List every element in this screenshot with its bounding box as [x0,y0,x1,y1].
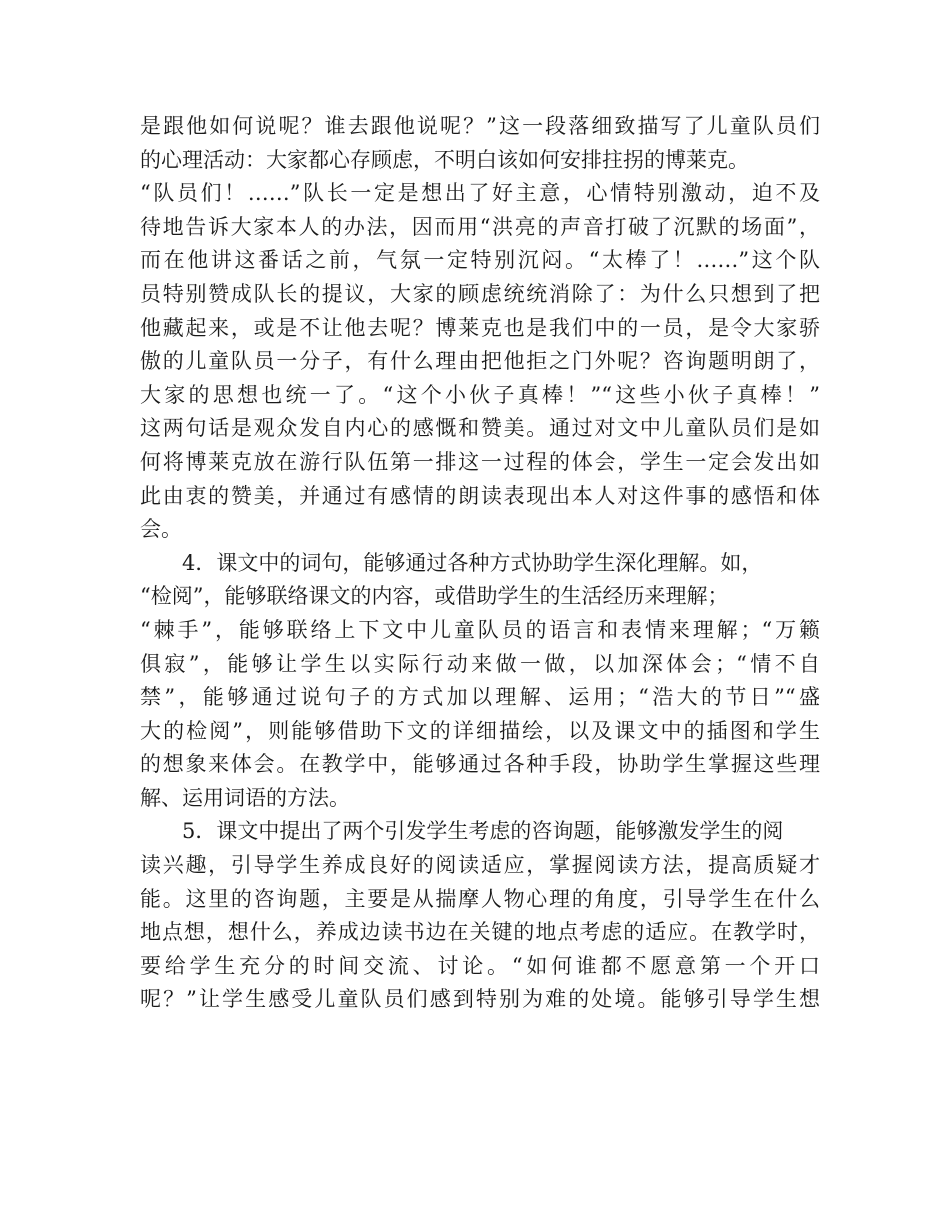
text-line: 地点想，想什么，养成边读书边在关键的地点考虑的适应。在教学时， [140,920,820,945]
text-line: 大家的思想也统一了。“这个小伙子真棒！”“这些小伙子真棒！” [140,382,820,407]
text-line: 大的检阅”，则能够借助下文的详细描绘，以及课文中的插图和学生 [140,718,820,743]
text-line: 他藏起来，或是不让他去呢？博莱克也是我们中的一员，是令大家骄 [140,315,820,340]
text-line: 读兴趣，引导学生养成良好的阅读适应，掌握阅读方法，提高质疑才 [140,853,820,878]
text-line: 傲的儿童队员一分子，有什么理由把他拒之门外呢？咨询题明朗了， [140,349,820,374]
text-line: 此由衷的赞美，并通过有感情的朗读表现出本人对这件事的感悟和体 [140,483,820,508]
text-line: 呢？”让学生感受儿童队员们感到特别为难的处境。能够引导学生想 [140,987,820,1012]
text-line: 俱寂”，能够让学生以实际行动来做一做，以加深体会；“情不自 [140,651,820,676]
text-line: 而在他讲这番话之前，气氛一定特别沉闷。“太棒了！……”这个队 [140,248,820,273]
body-text [140,110,820,1017]
paragraph-4-start: 4．课文中的词句，能够通过各种方式协助学生深化理解。如， [182,550,763,575]
text-line: 解、运用词语的方法。 [140,785,350,810]
text-line: 要给学生充分的时间交流、讨论。“如何谁都不愿意第一个开口 [140,953,820,978]
text-line: 的想象来体会。在教学中，能够通过各种手段，协助学生掌握这些理 [140,752,820,777]
text-line: 何将博莱克放在游行队伍第一排这一过程的体会，学生一定会发出如 [140,449,820,474]
text-line: 员特别赞成队长的提议，大家的顾虑统统消除了：为什么只想到了把 [140,281,820,306]
text-line: “棘手”，能够联络上下文中儿童队员的语言和表情来理解；“万籁 [140,617,820,642]
text-line: 这两句话是观众发自内心的感慨和赞美。通过对文中儿童队员们是如 [140,416,820,441]
text-line: 能。这里的咨询题，主要是从揣摩人物心理的角度，引导学生在什么 [140,886,820,911]
text-line: 待地告诉大家本人的办法，因而用“洪亮的声音打破了沉默的场面”， [140,214,820,239]
text-line: “检阅”，能够联络课文的内容，或借助学生的生活经历来理解； [140,584,729,609]
text-line: 的心理活动：大家都心存顾虑，不明白该如何安排拄拐的博莱克。 [140,147,749,172]
text-line: 会。 [140,517,182,542]
text-line: “队员们！……”队长一定是想出了好主意，心情特别激动，迫不及 [140,181,820,206]
text-line: 是跟他如何说呢？谁去跟他说呢？”这一段落细致描写了儿童队员们 [140,114,820,138]
text-line: 禁”，能够通过说句子的方式加以理解、运用；“浩大的节日”“盛 [140,685,820,710]
paragraph-5-start: 5．课文中提出了两个引发学生考虑的咨询题，能够激发学生的阅 [182,819,784,844]
